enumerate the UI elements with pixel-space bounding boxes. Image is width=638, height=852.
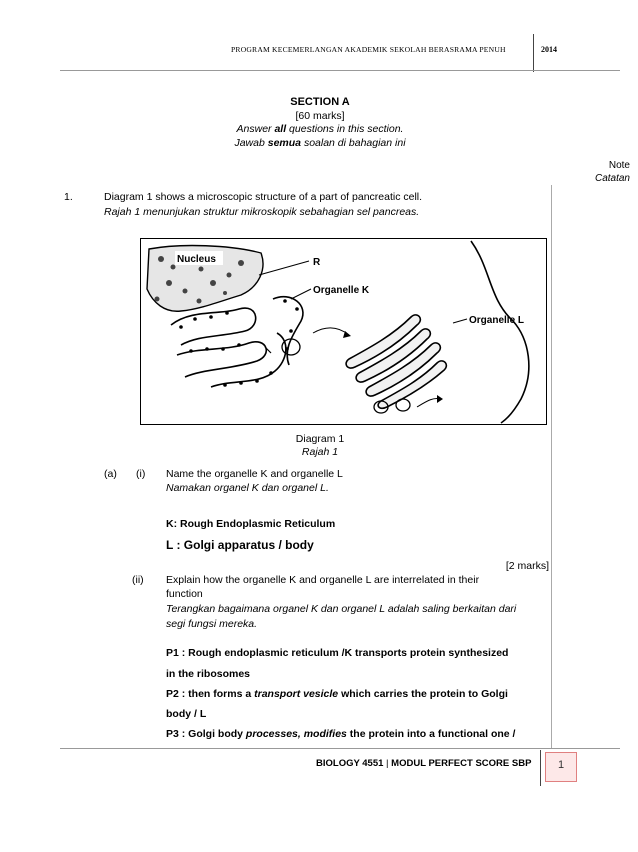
question-a-ii-en-1: Explain how the organelle K and organelle L are interrelated in their	[166, 574, 480, 586]
footer-text: BIOLOGY 4551 | MODUL PERFECT SCORE SBP	[316, 758, 532, 769]
footer-rule	[60, 748, 620, 749]
part-a-sub-ii: (ii)	[132, 574, 144, 586]
diagram-caption-my: Rajah 1	[301, 446, 339, 458]
section-instruction-my: Jawab semua soalan di bahagian ini	[234, 137, 406, 149]
header-rule	[60, 70, 620, 71]
cell-membrane	[471, 241, 529, 423]
section-marks: [60 marks]	[295, 110, 345, 122]
answer-k: K: Rough Endoplasmic Reticulum	[166, 518, 336, 530]
section-instruction-en: Answer all questions in this section.	[236, 123, 404, 135]
question-text-my: Rajah 1 menunjukan struktur mikroskopik sebahagian sel pancreas.	[104, 206, 420, 218]
answer-p2-line1: P2 : then forms a transport vesicle which carries the protein to Golgi	[166, 688, 508, 700]
label-line-k	[291, 289, 311, 299]
note-label: Note	[608, 160, 630, 171]
label-line-l	[453, 319, 467, 323]
answer-p1-line2: in the ribosomes	[166, 668, 251, 680]
header-year: 2014	[541, 45, 557, 54]
vesicle-1	[282, 339, 300, 355]
question-number: 1.	[64, 191, 73, 203]
question-a-ii-en-2: function	[166, 588, 203, 600]
marks-a-i: [2 marks]	[505, 560, 549, 572]
question-a-ii-my-1: Terangkan bagaimana organel K dan organel L adalah saling berkaitan dari	[166, 603, 517, 615]
margin-line	[551, 185, 552, 748]
cell-diagram	[141, 239, 546, 424]
label-l: Organelle L	[469, 315, 525, 326]
label-r: R	[313, 257, 321, 268]
part-a-sub-i: (i)	[136, 468, 146, 480]
question-text-en: Diagram 1 shows a microscopic structure of a part of pancreatic cell.	[104, 191, 423, 203]
header-title: PROGRAM KECEMERLANGAN AKADEMIK SEKOLAH BERASRAMA PENUH	[231, 45, 506, 54]
vesicle-3	[396, 399, 410, 411]
section-title: SECTION A	[290, 96, 350, 108]
question-a-ii-my-2: segi fungsi mereka.	[166, 618, 258, 630]
answer-p3-line1: P3 : Golgi body processes, modifies the protein into a functional one /	[166, 728, 516, 740]
label-line-r	[259, 261, 309, 275]
golgi-body	[346, 315, 446, 408]
nucleus-label: Nucleus	[177, 254, 216, 265]
question-a-i-en: Name the organelle K and organelle L	[166, 468, 343, 480]
arrow-1	[313, 328, 349, 335]
rough-er	[171, 297, 303, 387]
note-label-my: Catatan	[594, 173, 630, 184]
diagram-1	[140, 238, 547, 425]
question-a-i-my: Namakan organel K dan organel L.	[166, 482, 329, 494]
diagram-caption-en: Diagram 1	[295, 433, 345, 445]
answer-l: L : Golgi apparatus / body	[166, 538, 314, 552]
page-number: 1	[545, 752, 577, 782]
answer-p2-line2: body / L	[166, 708, 207, 720]
label-k: Organelle K	[313, 285, 370, 296]
part-a-label: (a)	[104, 468, 117, 480]
footer-divider	[540, 750, 541, 786]
answer-p1-line1: P1 : Rough endoplasmic reticulum /K transports protein synthesized	[166, 647, 509, 659]
header-divider	[533, 34, 534, 72]
arrow-3-head	[437, 395, 443, 403]
